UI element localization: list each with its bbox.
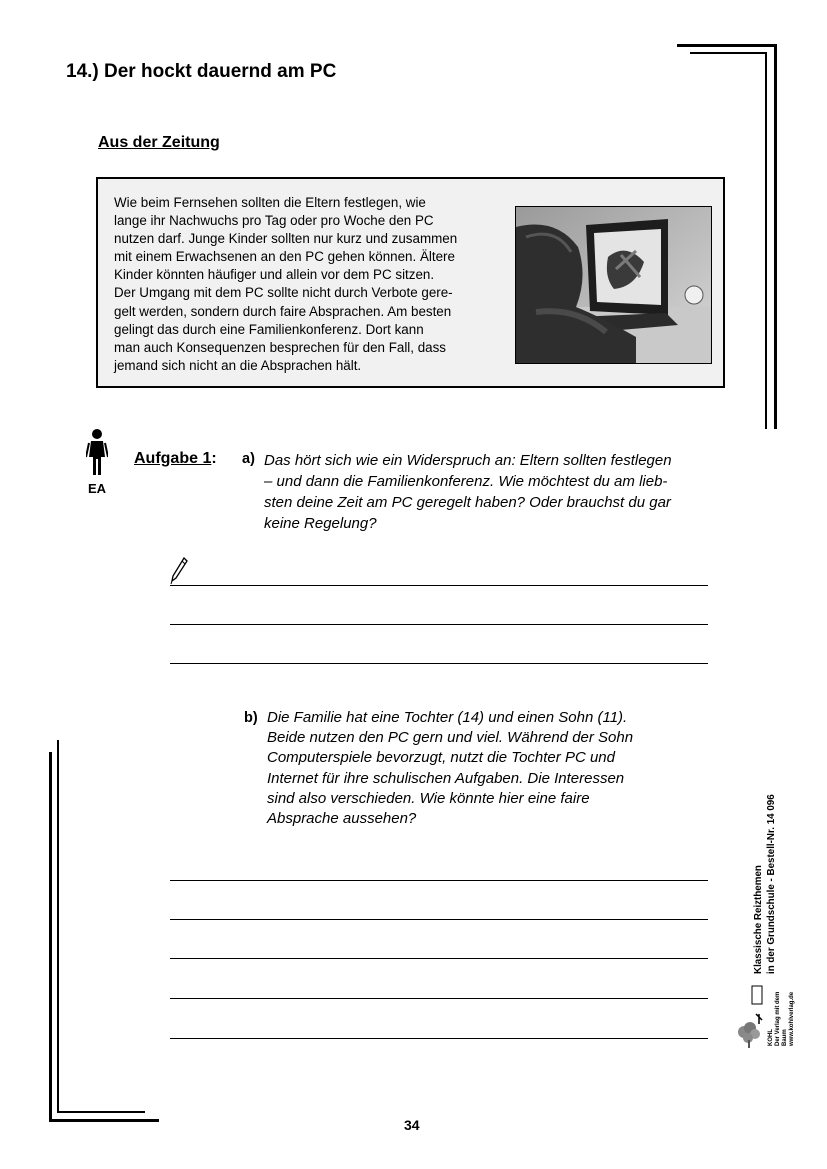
answer-line-b4[interactable] — [170, 998, 708, 999]
answer-line-b1[interactable] — [170, 880, 708, 881]
answer-line-b3[interactable] — [170, 958, 708, 959]
frame-bottom-left-inner-h — [57, 1111, 145, 1113]
answer-line-a1[interactable] — [170, 585, 708, 586]
series-info-rotated — [752, 758, 778, 974]
task-label-colon: : — [211, 450, 217, 467]
tree-logo-icon — [736, 984, 764, 1050]
publisher-name: KOHL — [768, 1029, 774, 1046]
answer-line-b2[interactable] — [170, 919, 708, 920]
answer-line-b5[interactable] — [170, 1038, 708, 1039]
question-a-text: Das hört sich wie ein Widerspruch an: Eltern sollten festlegen – und dann die Familienkonferenz. Wie möchtest du am lieb- sten deine Zeit am PC geregelt haben? Oder brauchst du gar keine Regelung? — [264, 452, 672, 532]
question-b-letter: b) — [244, 710, 258, 726]
answer-line-a2[interactable] — [170, 624, 708, 625]
frame-bottom-left-outer-v — [49, 752, 52, 1122]
publisher-slogan: Der Verlag mit dem Baum — [775, 991, 788, 1046]
frame-top-right-inner-h — [690, 52, 767, 54]
frame-bottom-left-inner-v — [57, 740, 59, 1112]
question-b-text: Die Familie hat eine Tochter (14) und einen Sohn (11). Beide nutzen den PC gern und viel. Während der Sohn Computerspiele bevorzugt, nutzt die Tochter PC und Internet für ihre schulischen Aufgaben. Die Interessen sind also verschieden. Wie könnte hier eine faire Absprache aussehen? — [267, 709, 634, 828]
pencil-icon — [170, 557, 188, 585]
task-label-text: Aufgabe 1 — [134, 450, 212, 467]
publisher-url: www.kohlverlag.de — [789, 991, 795, 1046]
series-line-2: in der Grundschule - Bestell-Nr. 14 096 — [766, 794, 777, 974]
frame-top-right-outer-h — [677, 44, 777, 47]
question-a-letter: a) — [242, 451, 255, 467]
section-heading: Aus der Zeitung — [98, 134, 220, 151]
answer-line-a3[interactable] — [170, 663, 708, 664]
page-title: 14.) Der hockt dauernd am PC — [66, 61, 337, 82]
article-text: Wie beim Fernsehen sollten die Eltern festlegen, wie lange ihr Nachwuchs pro Tag oder pro Woche den PC nutzen darf. Junge Kinder sollten nur kurz und zusammen mit einem Erwachsenen an den PC gehen können. Ältere Kinder könnten häufiger und allein vor dem PC sitzen. Der Umgang mit dem PC sollte nicht durch Verbote gere- gelt werden, sondern durch faire Absprachen. Am besten gelingt das durch eine Familienkonferenz. Dort kann man auch Konsequenzen besprechen für den Fall, dass jemand sich nicht an die Absprachen hält. — [114, 195, 458, 373]
person-icon — [86, 427, 108, 479]
page-number: 34 — [404, 1117, 420, 1133]
work-form-label: EA — [88, 481, 107, 496]
child-at-computer-photo — [515, 206, 712, 364]
frame-top-right-outer-v — [774, 44, 777, 429]
article-box — [96, 177, 725, 388]
publisher-info — [768, 976, 796, 1046]
frame-bottom-left-outer-h — [49, 1119, 159, 1122]
frame-top-right-inner-v — [765, 52, 767, 429]
task-label — [134, 450, 217, 468]
series-line-1: Klassische Reizthemen — [753, 865, 764, 974]
